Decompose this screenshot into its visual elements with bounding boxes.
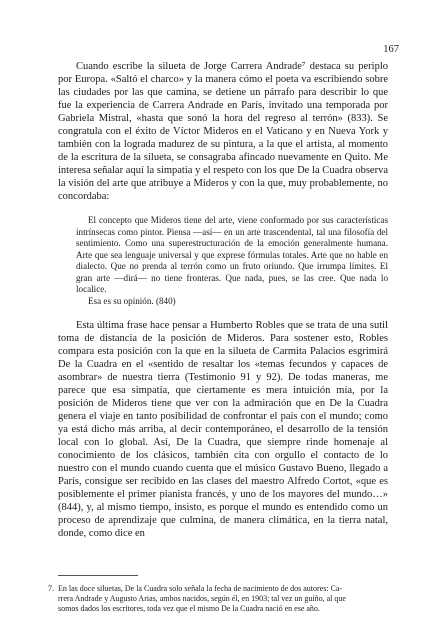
footnote-rule xyxy=(58,575,138,576)
footnote-number: 7. xyxy=(48,584,54,593)
footnote-line: En las doce siluetas, De la Cuadra solo señala la fecha de nacimiento de dos autores: Ca- xyxy=(58,584,343,593)
footnote xyxy=(48,584,388,614)
footnote-line: somos dados los escritores, toda vez que el mismo De la Cuadra nació en ese año. xyxy=(58,604,320,613)
body-text xyxy=(58,60,388,540)
block-quote xyxy=(76,215,388,307)
page-number: 167 xyxy=(383,44,399,55)
footnote-line: rrera Andrade y Augusto Arias, ambos nacidos, según él, en 1903; tal vez un guiño, al que xyxy=(58,594,346,603)
paragraph: Esta última frase hace pensar a Humberto Robles que se trata de una sutil toma de distancia de la posición de Mideros. Para sostener esto, Robles compara esta posición con la que en la silueta de Carmita Palacios esgrimirá De la Cuadra en el «sentido de resaltar los «temas fecundos y capaces de asombrar» de nuestra tierra (Testimonio 91 y 92). De todas maneras, me parece que esa simpatía, que ciertamente es mera intuición mía, por la posición de Mideros tiene que ver con la admiración que en De la Cuadra genera el viaje en tanto posibilidad de confrontar el país con el mundo; como ya está dicho más arriba, al decir contemporáneo, el desarrollo de la tensión local con lo global. Así, De la Cuadra, que siempre rinde homenaje al conocimiento de los clásicos, también cita con orgullo el contacto de lo nuestro con el mundo cuando cuenta que el músico Gustavo Bueno, llegado a París, consigue ser recibido en las clases del maestro Alfredo Cortot, «que es posiblemente el primer pianista francés, y uno de los mayores del mundo…» (844), y, al mismo tiempo, insisto, es porque el mundo es entendido como un proceso de aprendizaje que culmina, de manera climática, en la tierra natal, donde, como dice en xyxy=(58,320,388,539)
quote-paragraph: El concepto que Mideros tiene del arte, viene conformado por sus características intrínsecas como pintor. Piensa —así— en un arte trascendental, tal una filosofía del sentimiento. Como una superestructuración de la emoción generalmente humana. Arte que sea lenguaje universal y que exprese fórmulas totales. Arte que no hable en dialecto. Que no prenda al terrón como un fruto oriundo. Que irrumpa límites. El gran arte —dirá— no tiene fronteras. Que nada, pues, se las cree. Que nada lo localice. xyxy=(76,215,388,294)
quote-citation: Esa es su opinión. (840) xyxy=(88,295,176,306)
paragraph: Cuando escribe la silueta de Jorge Carrera Andrade⁷ destaca su periplo por Europa. «Saltó el charco» y la manera cómo el poeta va escribiendo sobre las ciudades por las que camina, se detiene un párrafo para describir lo que fue la experiencia de Carrera Andrade en París, invitado una temporada por Gabriela Mistral, «hasta que sonó la hora del regreso al terrón» (833). Se congratula con el éxito de Víctor Mideros en el Vaticano y en Nueva York y también con la lograda madurez de su pintura, a la que el artista, al momento de la escritura de la silueta, se consagraba afincado nuevamente en Quito. Me interesa señalar aquí la simpatía y el respeto con los que De la Cuadra observa la visión del arte que atribuye a Mideros y con la que, muy probablemente, no concordaba: xyxy=(58,61,388,202)
